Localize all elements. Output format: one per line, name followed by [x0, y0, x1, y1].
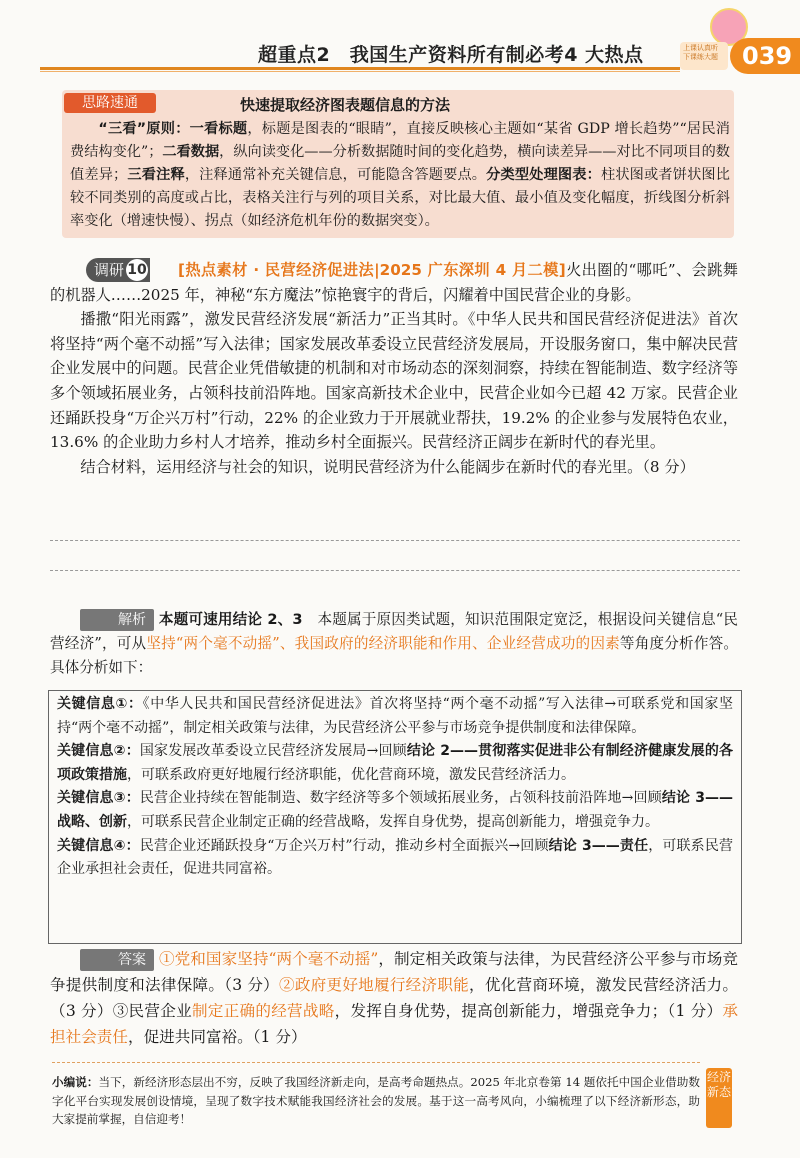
- key-info-4: [57, 835, 733, 882]
- question-intro: 火出圈的“哪吒”、会跳舞的机器人……2025 年，神秘“东方魔法”惊艳寰宇的背后，闪耀着中国民营企业的身影。: [50, 261, 738, 304]
- answer-point-4-text: ，促进共同富裕。（1 分）: [127, 1028, 307, 1046]
- key-info-1-text: 《中华人民共和国民营经济促进法》首次将坚持“两个毫不动摇”写入法律→可联系党和国家坚持“两个毫不动摇”，制定相关政策与法律，为民营经济公平参与市场竞争提供制度和法律保障。: [57, 696, 734, 736]
- header-rule: [40, 67, 680, 70]
- editor-note: [52, 1062, 700, 1130]
- question-label-text: 调研: [94, 261, 125, 279]
- question-text: [50, 258, 738, 479]
- analysis-lead: 本题可速用结论 2、3: [158, 611, 303, 628]
- mini-tag: 上课认真听 下课练大题: [680, 42, 728, 70]
- answer-text: [50, 946, 738, 1050]
- tip-step-3-text: ，注释通常补充关键信息，可能隐含答题要点。: [184, 167, 487, 183]
- question-source: [热点素材 · 民营经济促进法|2025 广东深圳 4 月二模]: [178, 261, 566, 279]
- key-info-2-text: 国家发展改革委设立民营经济发展局→回顾: [139, 743, 407, 760]
- tip-step-1: 一看标题: [189, 121, 248, 137]
- question-material: 播撒“阳光雨露”，激发民营经济发展“新活力”正当其时。《中华人民共和国民营经济促进法》首次将坚持“两个毫不动摇”写入法律；国家发展改革委设立民营经济发展局，开设服务窗口，集中解决民营企业发展中的问题。民营企业凭借敏捷的机制和对市场动态的深刻洞察，持续在智能制造、数字经济等多个领域拓展业务，占领科技前沿阵地。国家高新技术企业中，民营企业如今已超 42 万家。民营企业还踊跃投身“万企兴万村”行动，22% 的企业致力于开展就业帮扶，19.2% 的企业参与发展特色农业，13.6% 的企业助力乡村人才培养，推动乡村全面振兴。民营经济正阔步在新时代的春光里。: [50, 310, 738, 452]
- key-info-4-conclusion: 结论 3——责任: [548, 837, 649, 854]
- key-info-3-label: 关键信息③：: [57, 790, 140, 807]
- analysis-lead-text: 本题属于原因类试题，知识范围限定宽泛，根据设问关键信息“民营经济”，可从: [50, 611, 739, 652]
- editor-note-text: 当下，新经济形态层出不穷，反映了我国经济新走向，是高考命题热点。2025 年北京卷第 14 题依托中国企业借助数字化平台实现发展创设情境，呈现了数字技术赋能我国经济社会的发展。基于这一高考风向，小编梳理了以下经济新形态，助大家提前掌握，自信迎考！: [52, 1075, 700, 1126]
- key-info-box: [48, 690, 742, 944]
- editor-note-label: 小编说：: [52, 1075, 99, 1089]
- tip-body: [70, 118, 730, 233]
- answer-point-3-text: ，发挥自身优势，提高创新能力，增强竞争力；（1 分）: [334, 1002, 723, 1020]
- tip-title: 快速提取经济图表题信息的方法: [240, 96, 451, 114]
- tip-step-3: 三看注释: [127, 167, 185, 183]
- key-info-3: [57, 787, 733, 834]
- tip-label: 思路速通: [64, 93, 156, 113]
- key-info-4-tail: ，可联系民营企业承担社会责任，促进共同富裕。: [57, 837, 733, 878]
- analysis-tail: 等角度分析作答。具体分析如下：: [50, 635, 738, 676]
- answer-point-2-text: ，优化营商环境，激发民营经济活力。（3 分）: [50, 976, 738, 1020]
- answer-point-3-prefix: ③民营企业: [112, 1002, 192, 1020]
- key-info-2: [57, 740, 733, 787]
- tip-step-1-text: ，标题是图表的“眼睛”，直接反映核心主题如“某省 GDP 增长趋势”“居民消费结构变化”；: [70, 121, 730, 160]
- key-info-2-tail: ，可联系政府更好地履行经济职能，优化营商环境，激发民营经济活力。: [127, 766, 575, 783]
- answer-point-4: 承担社会责任: [50, 1002, 738, 1046]
- answer-point-1-text: ，制定相关政策与法律，为民营经济公平参与市场竞争提供制度和法律保障。（3 分）: [50, 950, 738, 994]
- answer-point-2: ②政府更好地履行经济职能: [279, 976, 470, 994]
- key-info-4-text: 民营企业还踊跃投身“万企兴万村”行动，推动乡村全面振兴→回顾: [139, 837, 549, 854]
- page-number: 039: [742, 42, 793, 70]
- question-prompt: 结合材料，运用经济与社会的知识，说明民营经济为什么能阔步在新时代的春光里。（8 分）: [80, 457, 695, 476]
- tip-step-2: 二看数据: [162, 144, 220, 160]
- key-info-1: [57, 693, 733, 740]
- analysis-badge: 解析: [80, 609, 154, 631]
- analysis-text: [50, 608, 738, 680]
- side-tag: 经济新态: [706, 1068, 732, 1128]
- tip-step-2-text: ，纵向读变化——分析数据随时间的变化趋势，横向读差异——对比不同项目的数值差异；: [70, 144, 730, 183]
- key-info-1-label: 关键信息①：: [57, 696, 143, 712]
- page-badge: [680, 8, 800, 72]
- page-header: [0, 0, 800, 70]
- key-info-2-label: 关键信息②：: [57, 743, 140, 760]
- analysis-highlight: 坚持“两个毫不动摇”、我国政府的经济职能和作用、企业经营成功的因素: [146, 635, 620, 652]
- tip-lead: “三看”原则：: [98, 121, 190, 137]
- answer-line: [50, 540, 740, 541]
- answer-point-3: 制定正确的经营战略: [191, 1002, 335, 1020]
- tip-chart-types: 分类型处理图表：: [486, 167, 601, 183]
- answer-badge: 答案: [80, 949, 154, 971]
- key-info-3-tail: ，可联系民营企业制定正确的经营战略，发挥自身优势，提高创新能力，增强竞争力。: [127, 813, 659, 830]
- key-info-4-label: 关键信息④：: [57, 837, 140, 854]
- key-info-2-conclusion: 结论 2——贯彻落实促进非公有制经济健康发展的各项政策措施: [57, 743, 733, 783]
- key-info-3-conclusion: 结论 3——战略、创新: [57, 790, 733, 830]
- key-info-3-text: 民营企业持续在智能制造、数字经济等多个领域拓展业务，占领科技前沿阵地→回顾: [139, 790, 662, 807]
- header-rule-thin: [40, 71, 680, 72]
- answer-line: [50, 570, 740, 571]
- tip-chart-types-text: 柱状图或者饼状图比较不同类别的高度或占比，表格关注行与列的项目关系，对比最大值、最小值及变化幅度，折线图分析斜率变化（增速快慢）、拐点（如经济危机年份的数据突变）。: [70, 167, 730, 229]
- question-number: 10: [126, 259, 148, 281]
- chapter-title: 超重点2 我国生产资料所有制必考4 大热点: [258, 44, 644, 66]
- answer-point-1: ①党和国家坚持“两个毫不动摇”: [159, 950, 379, 968]
